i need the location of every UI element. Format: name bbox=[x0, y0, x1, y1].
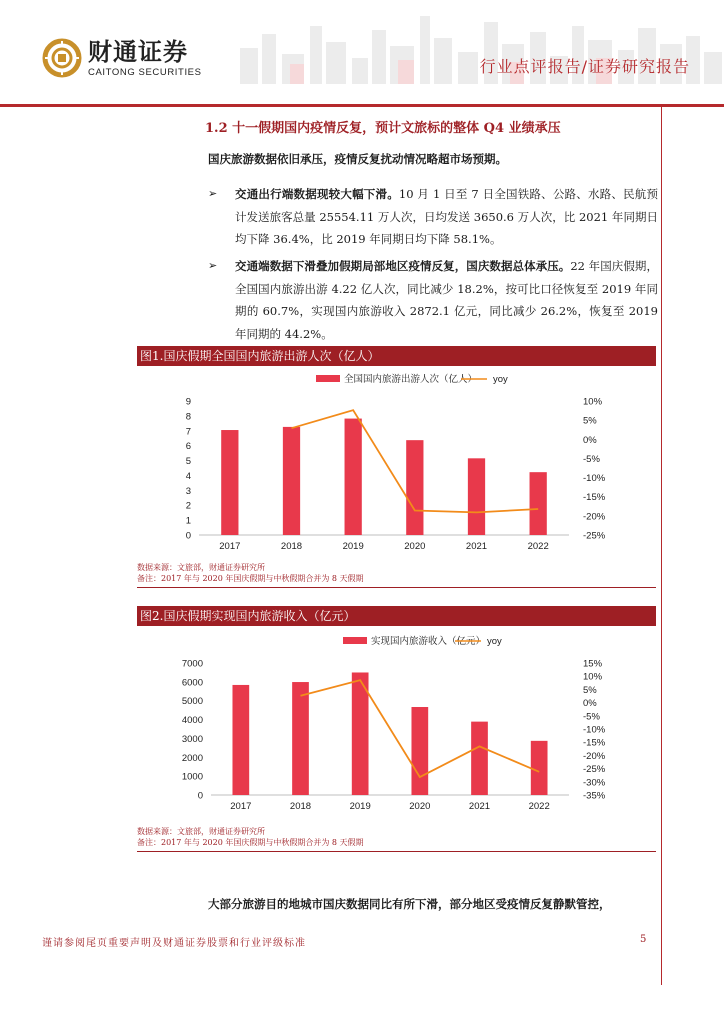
bar bbox=[411, 707, 428, 795]
legend-label-line: yoy bbox=[487, 636, 502, 647]
bullet-paragraph-1 bbox=[208, 183, 658, 251]
bar bbox=[531, 741, 548, 795]
y-tick-label: 4 bbox=[185, 470, 191, 482]
y-tick-label: 0 bbox=[185, 530, 191, 542]
legend-swatch-bars bbox=[316, 375, 340, 382]
y-tick-label: 2 bbox=[185, 500, 191, 512]
figure-1-caption: 图1.国庆假期全国国内旅游出游人次（亿人） bbox=[137, 346, 656, 366]
bar bbox=[221, 430, 238, 535]
figure-2-caption: 图2.国庆假期实现国内旅游收入（亿元） bbox=[137, 606, 656, 626]
x-tick-label: 2017 bbox=[230, 801, 252, 812]
y-tick-label: 4000 bbox=[181, 715, 203, 727]
y-tick-label: 7 bbox=[185, 426, 191, 438]
y-tick-label: 3 bbox=[185, 485, 191, 497]
y2-tick-label: 5% bbox=[583, 684, 597, 696]
bar bbox=[232, 685, 249, 795]
x-tick-label: 2020 bbox=[404, 541, 426, 552]
y2-tick-label: 5% bbox=[583, 415, 597, 427]
right-margin-rule bbox=[661, 107, 662, 985]
y2-tick-label: -5% bbox=[583, 453, 600, 465]
figure-1-note: 备注：2017 年与 2020 年国庆假期与中秋假期合并为 8 天假期 bbox=[137, 574, 364, 583]
report-type-label: 行业点评报告/证券研究报告 bbox=[479, 57, 690, 76]
company-logo bbox=[42, 38, 202, 78]
x-tick-label: 2018 bbox=[289, 801, 312, 812]
legend-label-line: yoy bbox=[493, 374, 508, 385]
y-tick-label: 1000 bbox=[181, 771, 203, 783]
bullet-2-text: 22 年国庆假期，全国国内旅游出游 4.22 亿人次，同比减少 18.2%，按可比口径恢复至 2019 年同期的 60.7%，实现国内旅游收入 2872.1 亿元，同比减少 26.2%，恢复至 2019 年同期的 44.2%。 bbox=[235, 259, 658, 341]
bar bbox=[530, 472, 547, 535]
y2-tick-label: -25% bbox=[583, 530, 606, 542]
y2-tick-label: 10% bbox=[583, 671, 603, 683]
figure-1-notes bbox=[137, 562, 364, 584]
y-tick-label: 0 bbox=[197, 790, 203, 802]
y-tick-label: 2000 bbox=[181, 752, 203, 764]
bullet-1-bold: 交通出行端数据现较大幅下滑。 bbox=[235, 187, 399, 201]
y-tick-label: 5 bbox=[185, 456, 191, 468]
y2-tick-label: 0% bbox=[583, 698, 597, 710]
revenue-chart bbox=[137, 628, 656, 820]
header-divider bbox=[0, 104, 724, 107]
y-tick-label: 5000 bbox=[181, 696, 203, 708]
x-tick-label: 2019 bbox=[342, 541, 364, 552]
legend-label-bars: 全国国内旅游出游人次（亿人） bbox=[344, 374, 478, 385]
bar bbox=[283, 427, 300, 535]
y2-tick-label: -20% bbox=[583, 750, 606, 762]
bar bbox=[345, 419, 362, 535]
figure-1-source: 数据来源：文旅部，财通证券研究所 bbox=[137, 563, 265, 572]
y-tick-label: 3000 bbox=[181, 733, 203, 745]
y2-tick-label: -25% bbox=[583, 764, 606, 776]
y-tick-label: 6000 bbox=[181, 677, 203, 689]
coin-logo-icon bbox=[42, 38, 82, 78]
y2-tick-label: -30% bbox=[583, 777, 606, 789]
y2-tick-label: -5% bbox=[583, 711, 600, 723]
figure-2-note: 备注：2017 年与 2020 年国庆假期与中秋假期合并为 8 天假期 bbox=[137, 838, 364, 847]
lead-sentence: 国庆旅游数据依旧承压，疫情反复扰动情况略超市场预期。 bbox=[208, 152, 507, 166]
logo-chinese-name: 财通证券 bbox=[88, 37, 188, 66]
footer-disclaimer: 谨请参阅尾页重要声明及财通证券股票和行业评级标准 bbox=[42, 938, 306, 949]
legend-label-bars: 实现国内旅游收入（亿元） bbox=[371, 636, 486, 647]
y-tick-label: 1 bbox=[185, 515, 191, 527]
x-tick-label: 2022 bbox=[527, 541, 549, 552]
bar bbox=[468, 458, 485, 535]
page-number: 5 bbox=[640, 934, 647, 945]
y2-tick-label: -35% bbox=[583, 790, 606, 802]
y-tick-label: 6 bbox=[185, 441, 191, 453]
continuation-text: 大部分旅游目的地城市国庆数据同比有所下滑，部分地区受疫情反复静默管控， bbox=[208, 897, 611, 911]
figure-1-bottom-rule bbox=[137, 587, 656, 588]
y2-tick-label: -20% bbox=[583, 511, 606, 523]
y2-tick-label: -15% bbox=[583, 492, 606, 504]
bar bbox=[471, 722, 488, 795]
arrow-bullet-icon: ➢ bbox=[208, 259, 218, 272]
y-tick-label: 8 bbox=[185, 411, 191, 423]
bar bbox=[406, 440, 423, 535]
page-header bbox=[0, 0, 724, 108]
x-tick-label: 2022 bbox=[528, 801, 550, 812]
figure-2-bottom-rule bbox=[137, 851, 656, 852]
figure-2-chart bbox=[137, 628, 656, 820]
x-tick-label: 2021 bbox=[468, 801, 491, 812]
bullet-2-bold: 交通端数据下滑叠加假期局部地区疫情反复，国庆数据总体承压。 bbox=[235, 259, 571, 273]
y-tick-label: 9 bbox=[185, 396, 191, 408]
y2-tick-label: 0% bbox=[583, 434, 597, 446]
x-tick-label: 2019 bbox=[349, 801, 371, 812]
x-tick-label: 2017 bbox=[219, 541, 241, 552]
legend-swatch-bars bbox=[343, 637, 367, 644]
y2-tick-label: -10% bbox=[583, 473, 606, 485]
visitors-chart bbox=[137, 368, 656, 558]
y2-tick-label: 15% bbox=[583, 658, 603, 670]
figure-2-notes bbox=[137, 826, 364, 848]
arrow-bullet-icon: ➢ bbox=[208, 187, 218, 200]
logo-english-name: CAITONG SECURITIES bbox=[88, 66, 202, 78]
figure-1-chart bbox=[137, 368, 656, 558]
y-tick-label: 7000 bbox=[181, 658, 203, 670]
bullet-1-text: 10 月 1 日至 7 日全国铁路、公路、水路、民航预计发送旅客总量 25554.11 万人次，日均发送 3650.6 万人次，比 2021 年同期日均下降 36.4%，比 2019 年同期日均下降 58.1%。 bbox=[235, 187, 659, 246]
bullet-paragraph-2 bbox=[208, 255, 658, 345]
figure-2-source: 数据来源：文旅部，财通证券研究所 bbox=[137, 827, 265, 836]
x-tick-label: 2018 bbox=[280, 541, 303, 552]
section-heading: 1.2 十一假期国内疫情反复，预计文旅标的整体 Q4 业绩承压 bbox=[205, 121, 561, 136]
bar bbox=[292, 682, 309, 795]
y2-tick-label: -15% bbox=[583, 737, 606, 749]
x-tick-label: 2021 bbox=[465, 541, 488, 552]
x-tick-label: 2020 bbox=[409, 801, 431, 812]
y2-tick-label: -10% bbox=[583, 724, 606, 736]
y2-tick-label: 10% bbox=[583, 396, 603, 408]
